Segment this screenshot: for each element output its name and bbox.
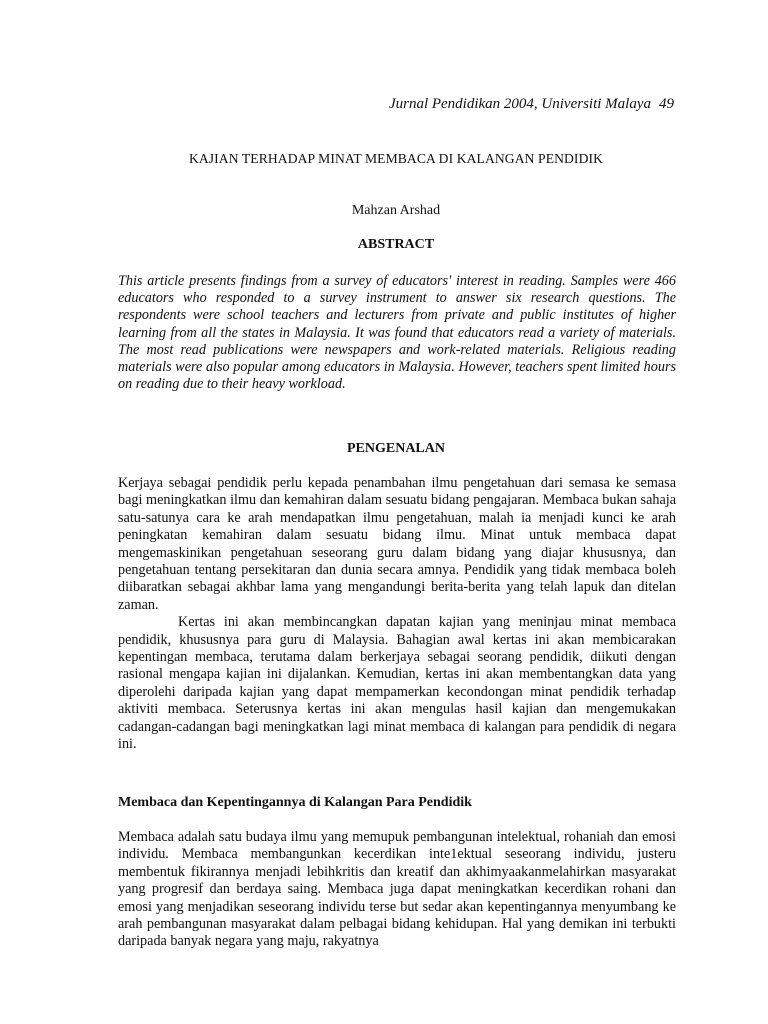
section-heading-membaca: Membaca dan Kepentingannya di Kalangan Para Pendidik [118,795,472,810]
intro-paragraph-2: Kertas ini akan membincangkan dapatan kajian yang meninjau minat membaca pendidik, khususnya para guru di Malaysia. Bahagian awal kertas ini akan membicarakan kepentingan membaca, terutama dalam berkerjaya sebagai seorang pendidik, diikuti dengan rasional mengapa kajian ini dijalankan. Kemudian, kertas ini akan membentangkan data yang diperolehi daripada kajian yang dapat mempamerkan kecondongan minat pendidik terhadap aktiviti membaca. Seterusnya kertas ini akan mengulas hasil kajian dan mengemukakan cadangan-cadangan bagi meningkatkan lagi minat membaca di kalangan para pendidik di negara ini. [118,614,676,753]
intro-paragraph-1: Kerjaya sebagai pendidik perlu kepada penambahan ilmu pengetahuan dari semasa ke semasa bagi meningkatkan ilmu dan kemahiran dalam sesuatu bidang pengajaran. Membaca bukan sahaja satu-satunya cara ke arah mendapatkan ilmu pengetahuan, malah ia menjadi kunci ke arah peningkatan kemahiran dalam sesuatu bidang ilmu. Minat untuk membaca dapat mengemaskinikan pengetahuan seseorang guru dalam bidang yang diajar khususnya, dan pengetahuan tentang persekitaran dan dunia secara amnya. Pendidik yang tidak membaca boleh diibaratkan sebagai akhbar lama yang mengandungi berita-berita yang telah lapuk dan ditelan zaman. [118,475,676,613]
article-author: Mahzan Arshad [351,203,441,218]
article-title: KAJIAN TERHADAP MINAT MEMBACA DI KALANGAN PENDIDIK [188,151,604,166]
abstract-heading: ABSTRACT [357,237,435,252]
running-header [118,95,674,113]
section2-paragraph: Membaca adalah satu budaya ilmu yang memupuk pembangunan intelektual, rohaniah dan emosi individu. Membaca membangunkan kecerdikan inte1ektual seseorang individu, justeru membentuk fikirannya menjadi lebihkritis dan kreatif dan akhimyaakanmelahirkan masyarakat yang progresif dan berdaya saing. Membaca juga dapat meningkatkan kecerdikan rohani dan emosi yang menjadikan seseorang individu terse but sedar akan kepentingannya menyumbang ke arah pembangunan masyarakat dalam pelbagai bidang kehidupan. Hal yang demikan ini terbukti daripada banyak negara yang maju, rakyatnya [118,829,676,950]
journal-name: Jurnal Pendidikan 2004, Universiti Malaya [388,96,651,112]
abstract-text: This article presents findings from a survey of educators' interest in reading. Samples were 466 educators who responded to a survey instrument to answer six research questions. The respondents were school teachers and lecturers from private and public institutes of higher learning from all the states in Malaysia. It was found that educators read a variety of materials. The most read publications were newspapers and work-related materials. Religious reading materials were also popular among educators in Malaysia. However, teachers spent limited hours on reading due to their heavy workload. [118,273,676,393]
introduction-body [118,475,676,754]
section-heading-pengenalan: PENGENALAN [346,441,445,456]
page-number: 49 [659,96,674,112]
